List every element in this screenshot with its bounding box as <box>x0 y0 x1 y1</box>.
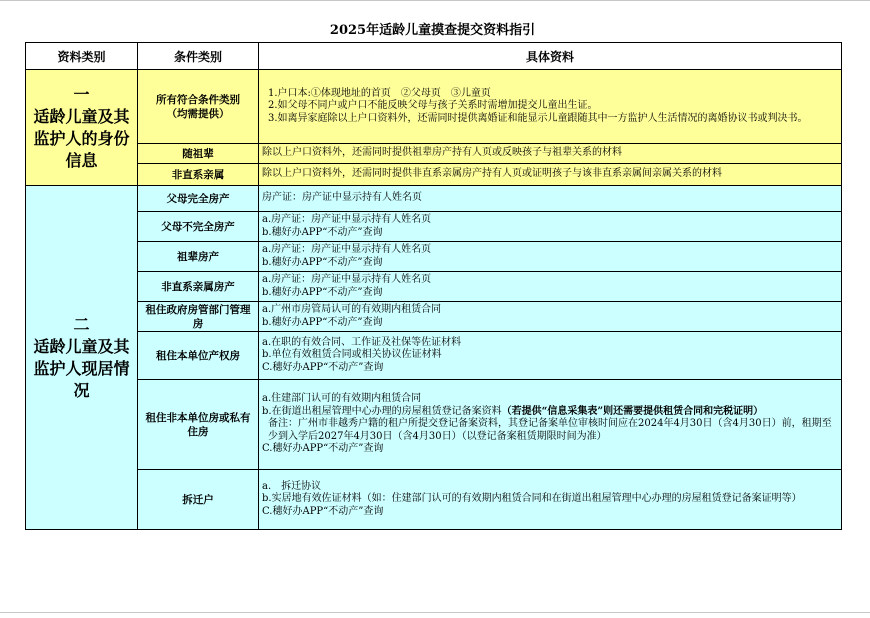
guide-table <box>25 42 842 530</box>
section2-label: 适龄儿童及其监护人现居情况 <box>33 336 130 400</box>
table-row <box>26 70 842 144</box>
detail-line-emphasis: （若提供“信息采集表”则还需要提供租赁合同和完税证明） <box>501 405 764 417</box>
condition-label: 父母不完全房产 <box>138 212 259 242</box>
detail-line: a.房产证：房产证中显示持有人姓名页 <box>262 214 432 226</box>
detail-line: 房产证：房产证中显示持有人姓名页 <box>259 186 842 212</box>
header-category: 资料类别 <box>26 43 138 70</box>
table-row <box>26 380 842 470</box>
detail-line: a.房产证：房产证中显示持有人姓名页 <box>262 274 432 286</box>
detail-line: 除以上户口资料外，还需同时提供祖辈房产持有人页或反映孩子与祖辈关系的材料 <box>259 144 842 164</box>
section1-label: 适龄儿童及其监护人的身份信息 <box>33 106 130 170</box>
table-row <box>26 186 842 212</box>
condition-cell <box>138 70 259 144</box>
detail-cell <box>259 470 842 530</box>
detail-line: a.在职的有效合同、工作证及社保等佐证材料 <box>262 336 462 348</box>
condition-label: 祖辈房产 <box>138 242 259 272</box>
table-row <box>26 212 842 242</box>
table-row <box>26 272 842 302</box>
condition-label: 非直系亲属 <box>138 164 259 186</box>
page-title: 2025年适龄儿童摸查提交资料指引 <box>329 23 536 38</box>
detail-line: 3.如离异家庭除以上户口资料外，还需同时提供离婚证和能显示儿童跟随其中一方监护人生活情况的离婚协议书或判决书。 <box>268 112 808 124</box>
detail-line: 2.如父母不同户或户口不能反映父母与孩子关系时需增加提交儿童出生证。 <box>268 100 598 112</box>
detail-line: 除以上户口资料外，还需同时提供非直系亲属房产持有人页或证明孩子与该非直系亲属间亲属关系的材料 <box>259 164 842 186</box>
condition-label: 所有符合条件类别 <box>156 93 240 106</box>
detail-line: b.实居地有效佐证材料（如：住建部门认可的有效期内租赁合同和在街道出租屋管理中心办理的房屋租赁登记备案证明等） <box>262 493 802 505</box>
condition-label: 租住政府房管部门管理房 <box>138 302 259 332</box>
table-row <box>26 164 842 186</box>
detail-cell <box>259 332 842 380</box>
section1-category-cell <box>26 70 138 186</box>
table-row <box>26 470 842 530</box>
header-row <box>26 43 842 70</box>
header-details: 具体资料 <box>259 43 842 70</box>
condition-label: 租住本单位产权房 <box>138 332 259 380</box>
detail-cell <box>259 212 842 242</box>
detail-line-text: b.在街道出租屋管理中心办理的房屋租赁登记备案资料 <box>262 405 502 417</box>
condition-label: 拆迁户 <box>138 470 259 530</box>
detail-line: b.穗好办APP“不动产”查询 <box>262 226 383 238</box>
detail-line <box>262 406 838 418</box>
detail-line: b.穗好办APP“不动产”查询 <box>262 316 383 328</box>
section2-number: 二 <box>73 314 90 334</box>
detail-cell <box>259 242 842 272</box>
detail-line: C.穗好办APP“不动产”查询 <box>262 443 384 455</box>
detail-line: a.广州市房管局认可的有效期内租赁合同 <box>262 304 442 316</box>
section2-category-cell <box>26 186 138 530</box>
detail-note: 备注：广州市非越秀户籍的租户所提交登记备案资料，其登记备案单位审核时间应在2024年4月30日（含4月30日）前，租期至少到入学后2027年4月30日（含4月30日）（以登记备案租赁期限时间为准） <box>268 418 832 442</box>
bottom-rule <box>0 612 870 613</box>
condition-label: 非直系亲属房产 <box>138 272 259 302</box>
table-row <box>26 332 842 380</box>
detail-line: a.住建部门认可的有效期内租赁合同 <box>262 393 422 405</box>
detail-line: a.房产证：房产证中显示持有人姓名页 <box>262 244 432 256</box>
section1-number: 一 <box>73 84 90 104</box>
condition-label: 租住非本单位房或私有住房 <box>138 380 259 470</box>
detail-line: a. 拆迁协议 <box>262 480 322 492</box>
detail-cell <box>259 380 842 470</box>
detail-line: b.穗好办APP“不动产”查询 <box>262 256 383 268</box>
header-condition: 条件类别 <box>138 43 259 70</box>
detail-cell <box>259 272 842 302</box>
detail-line: b.穗好办APP“不动产”查询 <box>262 286 383 298</box>
detail-line: b.单位有效租赁合同或相关协议佐证材料 <box>262 349 442 361</box>
condition-label: 随祖辈 <box>138 144 259 164</box>
condition-note: （均需提供） <box>166 107 230 120</box>
table-row <box>26 242 842 272</box>
detail-line: 1.户口本:①体现地址的首页 ②父母页 ③儿童页 <box>268 87 491 99</box>
detail-cell <box>259 70 842 144</box>
table-row <box>26 302 842 332</box>
condition-label: 父母完全房产 <box>138 186 259 212</box>
detail-cell <box>259 302 842 332</box>
detail-line: C.穗好办APP“不动产”查询 <box>262 361 384 373</box>
table-row <box>26 144 842 164</box>
detail-line: C.穗好办APP“不动产”查询 <box>262 505 384 517</box>
top-rule <box>0 0 870 1</box>
